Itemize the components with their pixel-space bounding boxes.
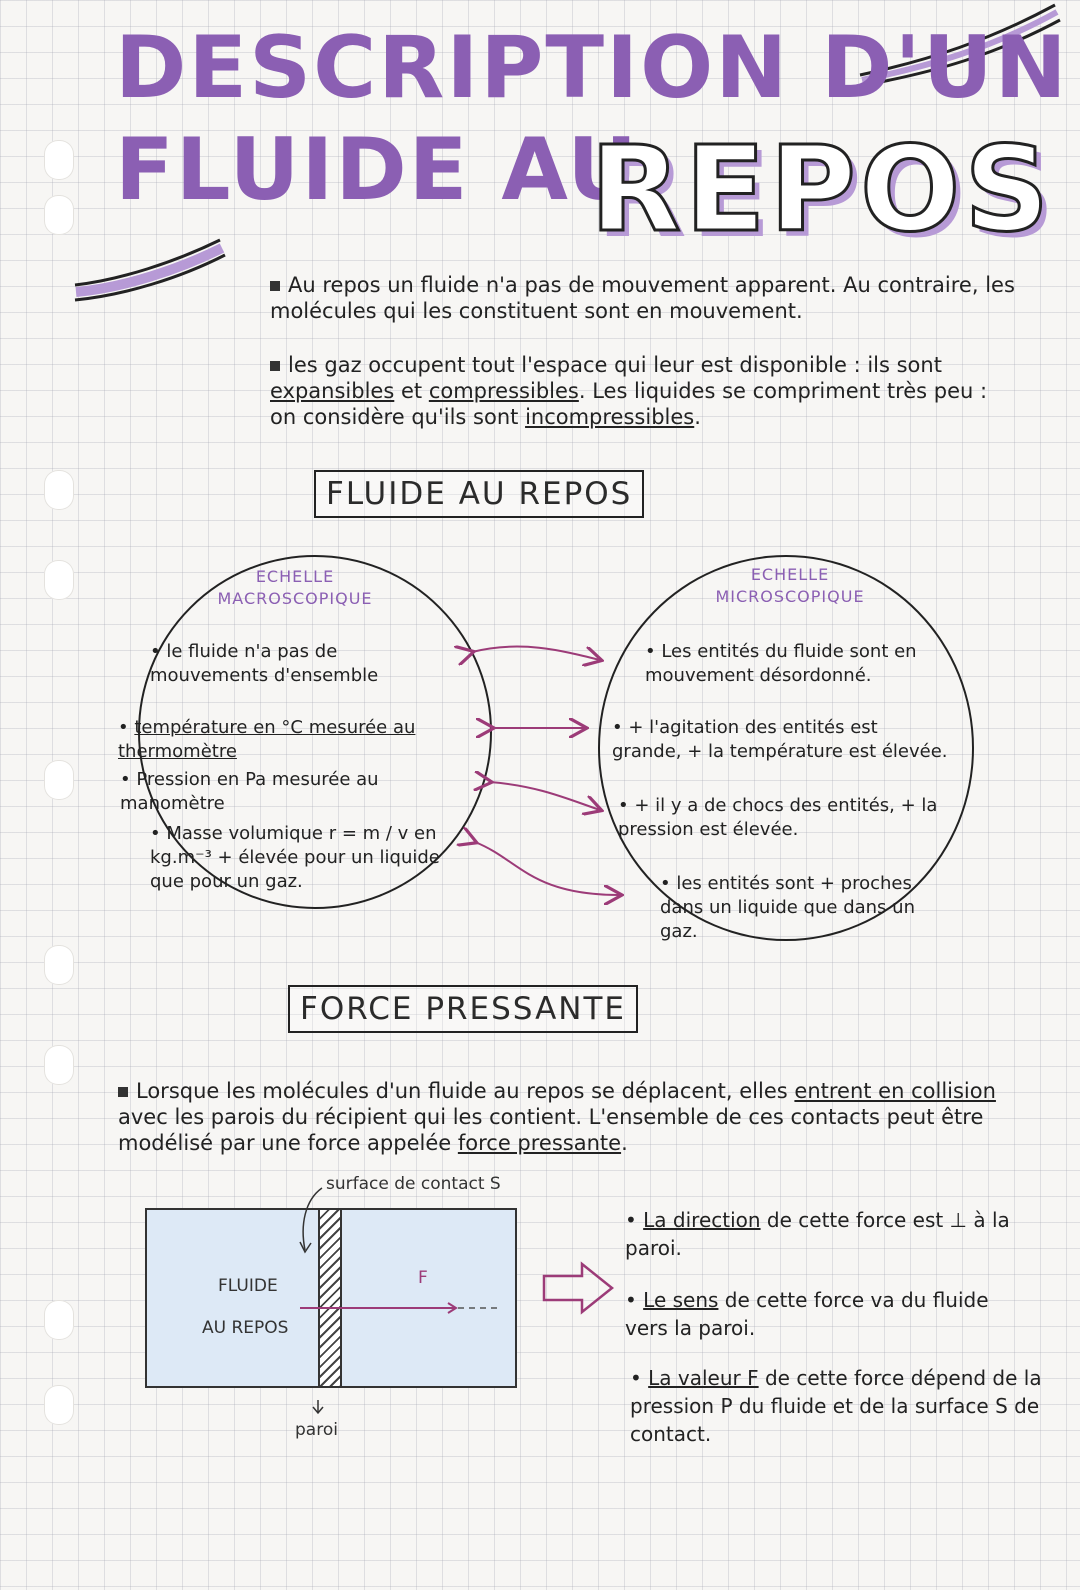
paragraph-part2: avec les parois du récipient qui les contient. L'ensemble de ces contacts peut être modélisé par une force appelée xyxy=(118,1105,984,1155)
intro-bullet-2-end: . xyxy=(694,405,701,429)
macro-item: • Masse volumique r = m / v en kg.m⁻³ + élevée pour un liquide que pour un gaz. xyxy=(150,823,440,892)
macro-item-text: Pression en Pa mesurée au manomètre xyxy=(120,769,379,814)
title-line-2: FLUIDE AU xyxy=(115,120,640,220)
micro-item: • + il y a de chocs des entités, + la pression est élevée. xyxy=(618,795,938,840)
macro-item: • Pression en Pa mesurée au manomètre xyxy=(120,769,379,814)
intro-bullet-1-text: Au repos un fluide n'a pas de mouvement apparent. Au contraire, les molécules qui les constituent sont en mouvement. xyxy=(270,273,1015,323)
intro-bullet-2-part1: les gaz occupent tout l'espace qui leur est disponible : ils sont xyxy=(288,353,942,377)
paragraph-end: . xyxy=(621,1131,628,1155)
term-force-pressante: force pressante xyxy=(457,1131,622,1155)
fluid-label xyxy=(218,1276,278,1296)
property-direction: • La direction de cette force est ⊥ à la paroi. xyxy=(625,1208,1010,1260)
square-bullet-icon xyxy=(118,1087,128,1097)
macro-item: • température en °C mesurée au thermomètre xyxy=(118,717,416,762)
surface-label: surface de contact S xyxy=(326,1174,501,1194)
macro-item: • le fluide n'a pas de mouvements d'ensemble xyxy=(150,641,379,686)
fluid-label-line2: AU REPOS xyxy=(202,1318,289,1338)
force-label: F xyxy=(418,1268,428,1288)
term-collision: entrent en collision xyxy=(794,1079,996,1103)
wall-label: paroi xyxy=(295,1420,338,1440)
force-pressante-paragraph xyxy=(118,1078,1023,1156)
macro-item-text: le fluide n'a pas de mouvements d'ensemble xyxy=(150,641,379,686)
binder-hole xyxy=(44,1045,74,1085)
micro-item-text: les entités sont + proches dans un liquide que dans un gaz. xyxy=(660,873,915,942)
micro-item-text: Les entités du fluide sont en mouvement désordonné. xyxy=(645,641,917,686)
term-incompressibles: incompressibles xyxy=(525,405,695,429)
property-key: Le sens xyxy=(643,1288,719,1312)
property-text: de cette force va du fluide vers la paroi. xyxy=(625,1288,989,1340)
intro-bullet-2-et: et xyxy=(400,379,423,403)
section-title-fluide-au-repos: FLUIDE AU REPOS xyxy=(314,470,644,518)
section-title-force-pressante: FORCE PRESSANTE xyxy=(288,985,638,1033)
macro-item-text: Masse volumique r = m / v en kg.m⁻³ + élevée pour un liquide que pour un gaz. xyxy=(150,823,440,892)
micro-item: • les entités sont + proches dans un liquide que dans un gaz. xyxy=(660,873,915,942)
micro-item: • Les entités du fluide sont en mouvement désordonné. xyxy=(645,641,917,686)
term-expansibles: expansibles xyxy=(270,379,395,403)
implication-arrow-icon xyxy=(540,1258,620,1318)
term-compressibles: compressibles xyxy=(428,379,579,403)
property-text: de cette force est ⊥ à la paroi. xyxy=(625,1208,1010,1260)
fluid-label-2 xyxy=(202,1318,288,1338)
macro-label-line1: ECHELLE xyxy=(255,567,335,586)
property-text: de cette force dépend de la pression P du fluide et de la surface S de contact. xyxy=(630,1366,1042,1446)
micro-label-line2: MICROSCOPIQUE xyxy=(715,587,865,606)
title-highlight: REPOS xyxy=(590,120,1054,258)
property-key: La direction xyxy=(643,1208,761,1232)
micro-item: • + l'agitation des entités est grande, + la température est élevée. xyxy=(612,717,948,762)
micro-item-text: + l'agitation des entités est grande, + la température est élevée. xyxy=(612,717,948,762)
property-key: La valeur F xyxy=(648,1366,759,1390)
title-line-1: DESCRIPTION D'UN xyxy=(115,18,1069,118)
macro-item-text: température en °C mesurée au thermomètre xyxy=(118,717,416,762)
fluid-label-line1: FLUIDE xyxy=(218,1276,278,1296)
force-vector-icon xyxy=(0,1150,560,1450)
macro-label-line2: MACROSCOPIQUE xyxy=(217,589,373,608)
property-sens: • Le sens de cette force va du fluide vers la paroi. xyxy=(625,1288,989,1340)
intro-bullet-2-part2: . Les liquides se compriment très peu : on considère qu'ils sont xyxy=(270,379,988,429)
property-valeur: • La valeur F de cette force dépend de la pression P du fluide et de la surface S de contact. xyxy=(630,1366,1042,1446)
micro-label-line1: ECHELLE xyxy=(750,565,830,584)
paragraph-part1: Lorsque les molécules d'un fluide au repos se déplacent, elles xyxy=(136,1079,788,1103)
micro-item-text: + il y a de chocs des entités, + la pression est élevée. xyxy=(618,795,938,840)
